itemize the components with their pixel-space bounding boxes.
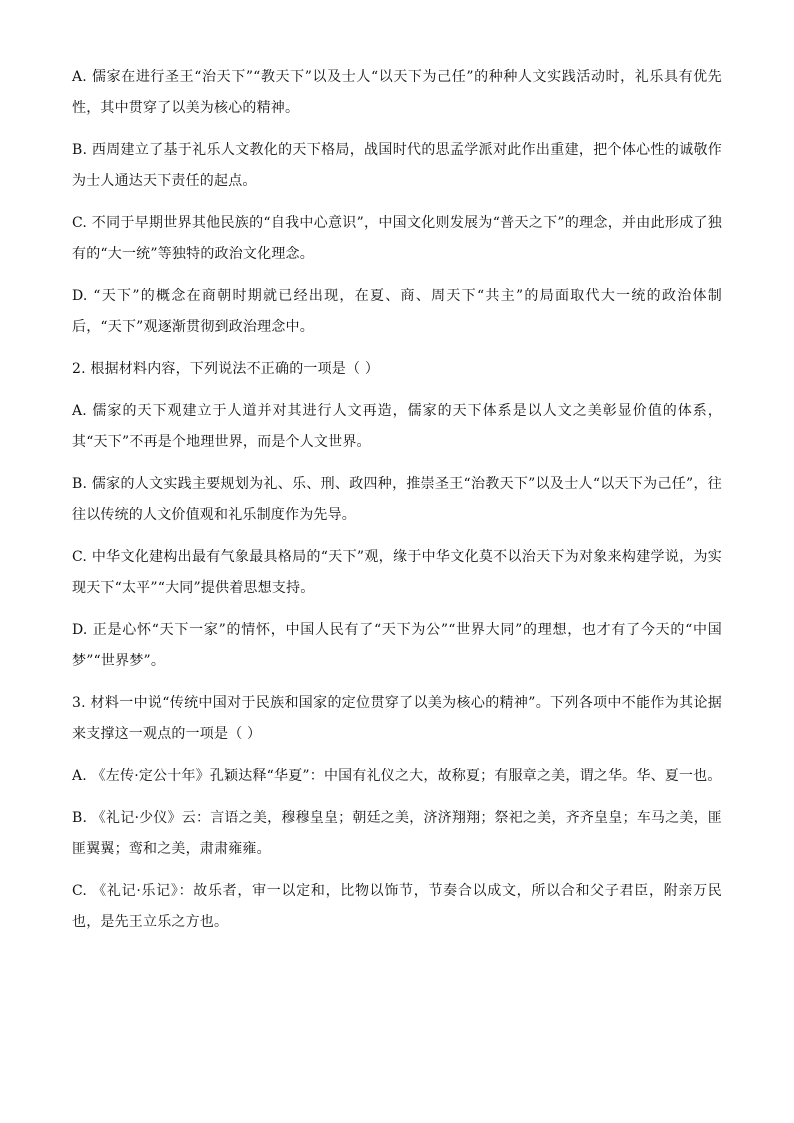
spacer bbox=[72, 343, 722, 354]
spacer bbox=[72, 792, 722, 803]
spacer bbox=[72, 270, 722, 281]
spacer bbox=[72, 604, 722, 615]
spacer bbox=[72, 531, 722, 542]
option-3b: B. 《礼记·少仪》云：言语之美，穆穆皇皇；朝廷之美，济济翔翔；祭祀之美，齐齐皇皇；车马之美，匪匪翼翼；鸾和之美，肃肃雍雍。 bbox=[72, 810, 722, 857]
question-2: 2. 根据材料内容，下列说法不正确的一项是（ ） bbox=[72, 361, 380, 377]
option-1a: A. 儒家在进行圣王“治天下”“教天下”以及士人“以天下为己任”的种种人文实践活动时，礼乐具有优先性，其中贯穿了以美为核心的精神。 bbox=[72, 69, 722, 116]
spacer bbox=[72, 385, 722, 396]
spacer bbox=[72, 750, 722, 761]
spacer bbox=[72, 865, 722, 876]
option-2d: D. 正是心怀“天下一家”的情怀，中国人民有了“天下为公”“世界大同”的理想，也才有了今天的“中国梦”“世界梦”。 bbox=[72, 622, 722, 669]
option-3c: C. 《礼记·乐记》：故乐者，审一以定和，比物以饰节，节奏合以成文，所以合和父子君臣，附亲万民也，是先王立乐之方也。 bbox=[72, 883, 722, 930]
spacer bbox=[72, 197, 722, 208]
question-3: 3. 材料一中说“传统中国对于民族和国家的定位贯穿了以美为核心的精神”。下列各项中不能作为其论据来支撑这一观点的一项是（ ） bbox=[72, 695, 722, 742]
spacer bbox=[72, 124, 722, 135]
spacer bbox=[72, 677, 722, 688]
option-1c: C. 不同于早期世界其他民族的“自我中心意识”，中国文化则发展为“普天之下”的理念，并由此形成了独有的“大一统”等独特的政治文化理念。 bbox=[72, 215, 722, 262]
option-3a: A. 《左传·定公十年》孔颖达释“华夏”：中国有礼仪之大，故称夏；有服章之美，谓之华。华、夏一也。 bbox=[72, 768, 722, 784]
spacer bbox=[72, 458, 722, 469]
option-2a: A. 儒家的天下观建立于人道并对其进行人文再造，儒家的天下体系是以人文之美彰显价值的体系，其“天下”不再是个地理世界，而是个人文世界。 bbox=[72, 403, 722, 450]
option-1d: D. “天下”的概念在商朝时期就已经出现，在夏、商、周天下“共主”的局面取代大一统的政治体制后，“天下”观逐渐贯彻到政治理念中。 bbox=[72, 288, 722, 335]
document-page bbox=[72, 62, 722, 938]
option-2b: B. 儒家的人文实践主要规划为礼、乐、刑、政四种，推崇圣王“治教天下”以及士人“以天下为己任”，往往以传统的人文价值观和礼乐制度作为先导。 bbox=[72, 476, 722, 523]
option-2c: C. 中华文化建构出最有气象最具格局的“天下”观，缘于中华文化莫不以治天下为对象来构建学说，为实现天下“太平”“大同”提供着思想支持。 bbox=[72, 549, 722, 596]
option-1b: B. 西周建立了基于礼乐人文教化的天下格局，战国时代的思孟学派对此作出重建，把个体心性的诚敬作为士人通达天下责任的起点。 bbox=[72, 142, 722, 189]
